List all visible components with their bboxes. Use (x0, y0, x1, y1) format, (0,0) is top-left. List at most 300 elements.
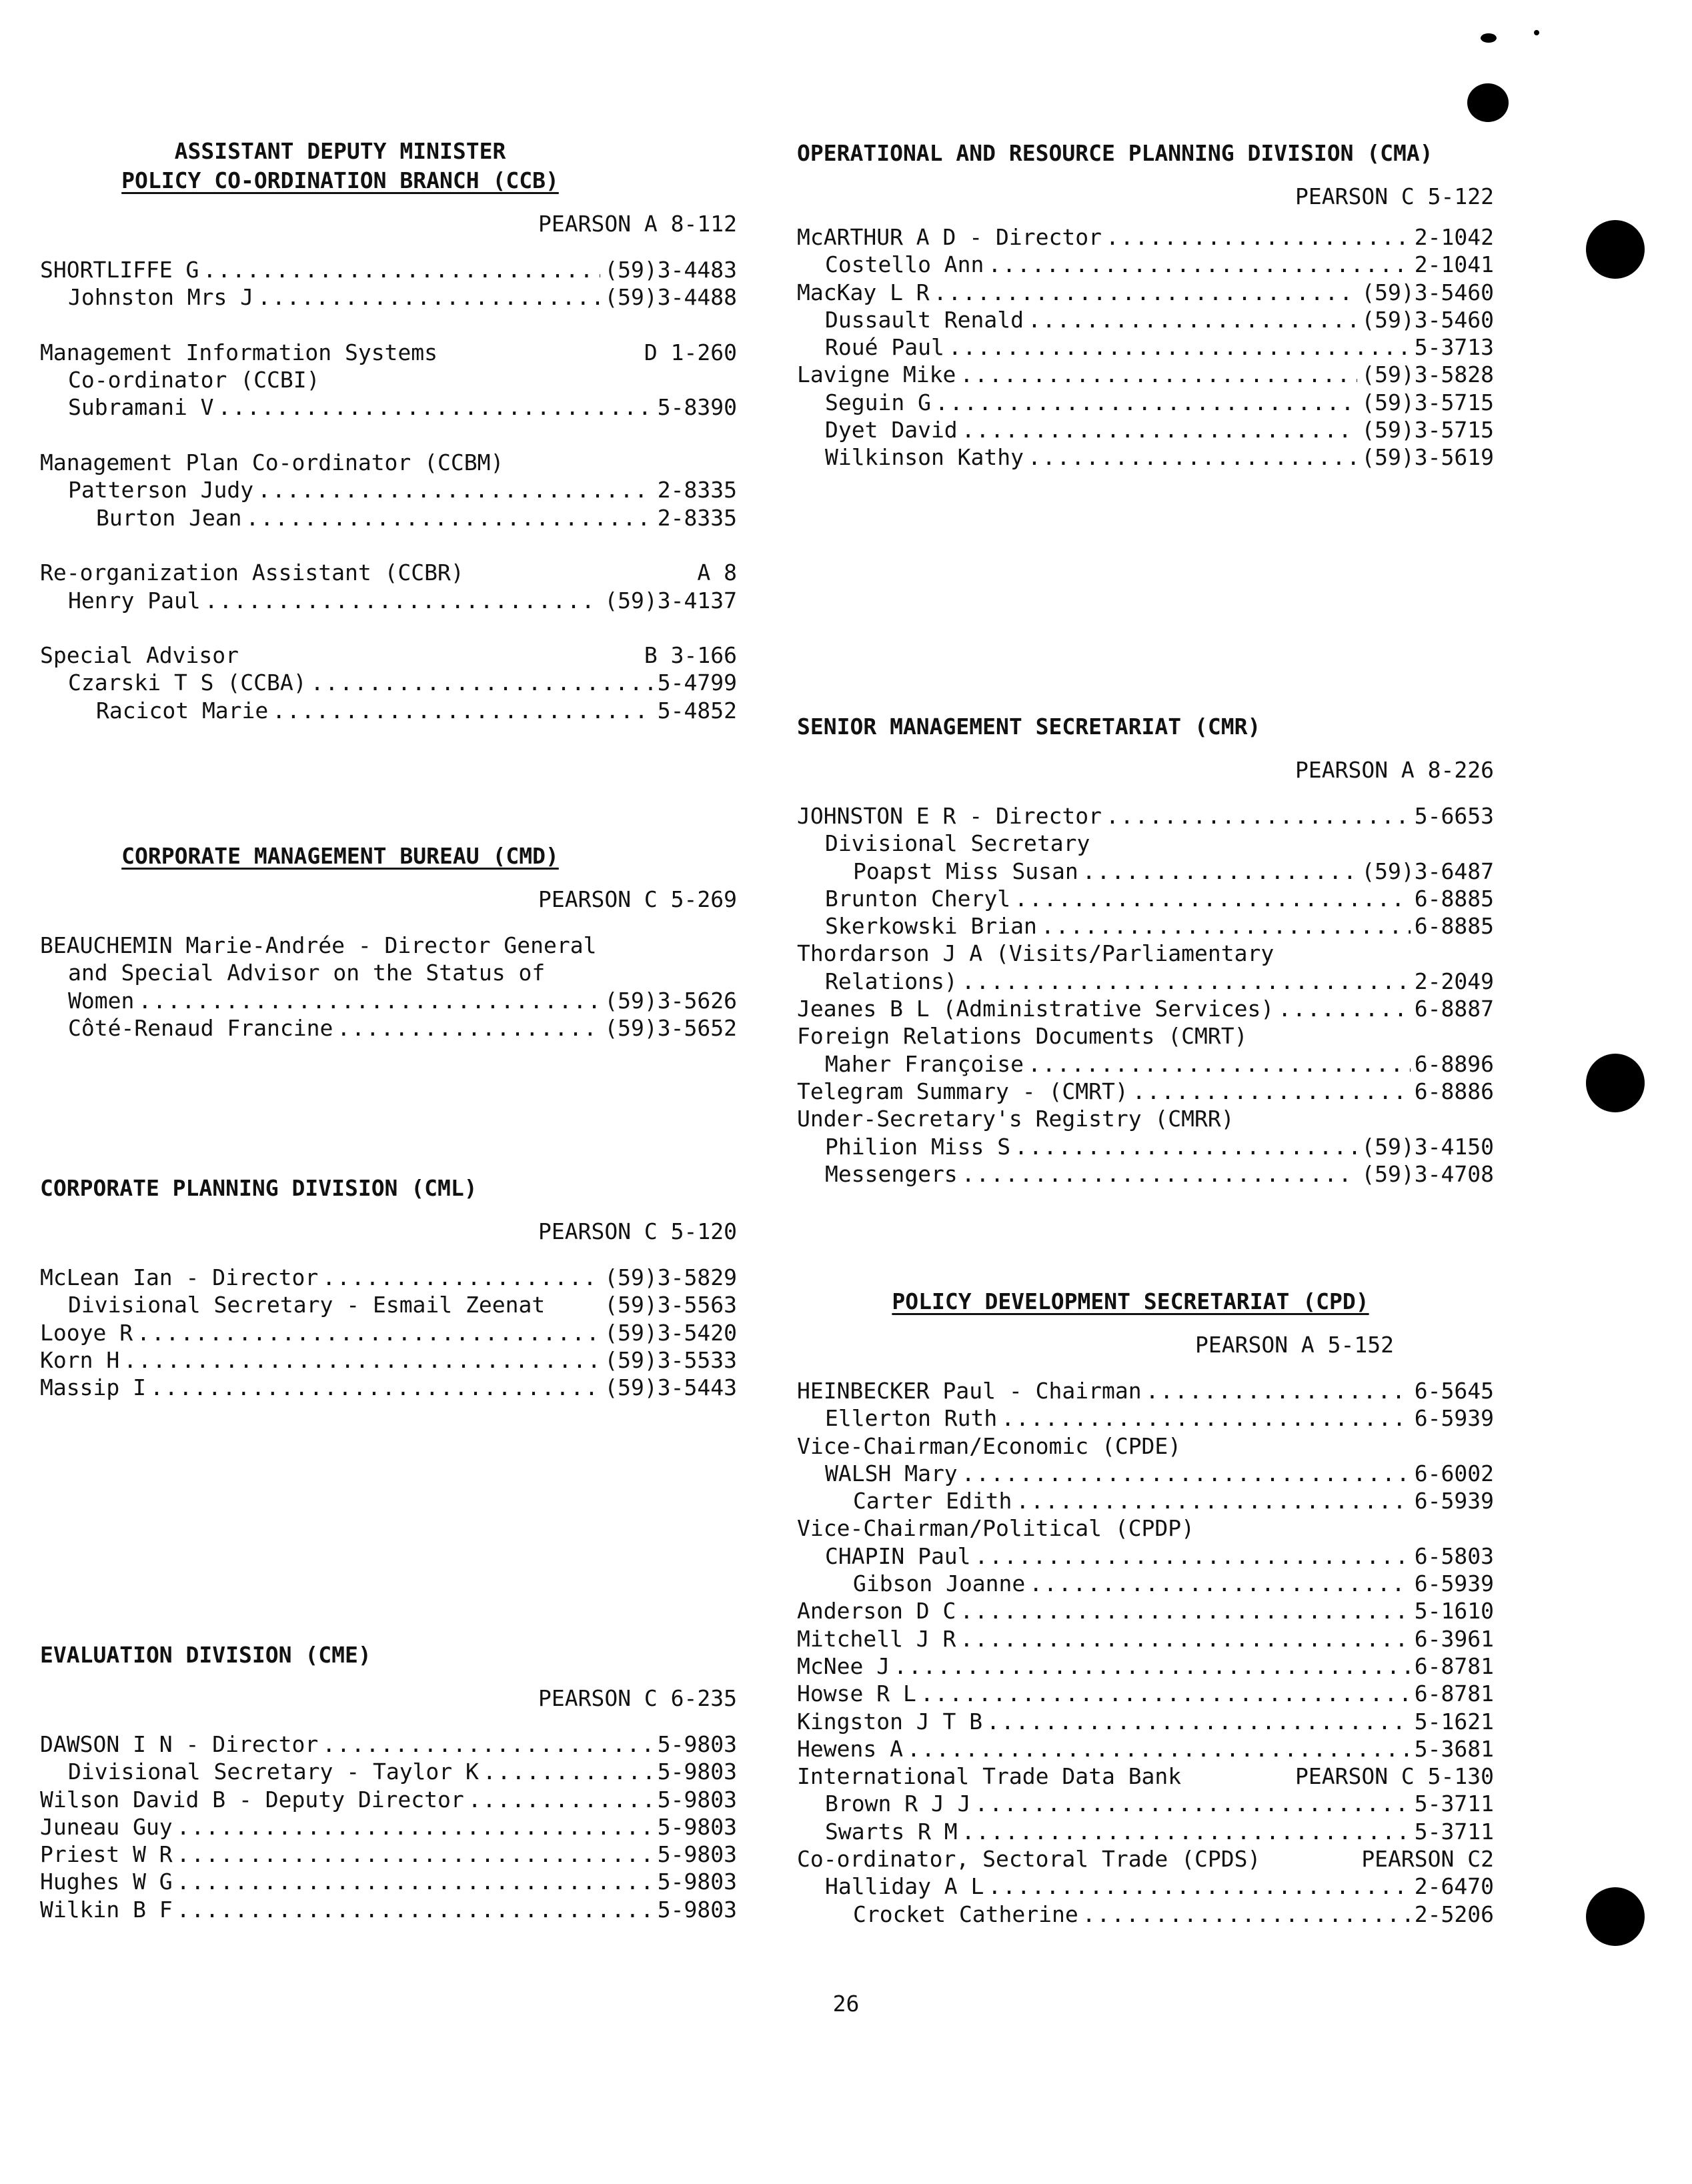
list-item (40, 1374, 737, 1401)
entry-number: 5-9803 (657, 1841, 737, 1868)
entry-number: (59)3-5460 (1361, 306, 1494, 333)
list-item (797, 1404, 1494, 1432)
dot-leader (988, 251, 1410, 278)
entry-number: (59)3-5828 (1361, 361, 1494, 388)
entry-name: Co-ordinator (CCBI) (68, 367, 320, 393)
list-item (40, 476, 737, 503)
dot-leader (137, 1319, 600, 1346)
dot-leader (948, 333, 1411, 361)
list-item (797, 1597, 1494, 1624)
entry-name: Anderson D C (797, 1598, 956, 1624)
entry-number: 2-6470 (1414, 1873, 1494, 1900)
dot-leader (1278, 995, 1411, 1022)
entry-number: 5-9803 (657, 1759, 737, 1785)
entry-number: 6-5939 (1414, 1488, 1494, 1514)
binder-hole-3 (1586, 1887, 1645, 1946)
entry-name: BEAUCHEMIN Marie-Andrée - Director General (40, 932, 597, 958)
entry-name: Halliday A L (825, 1873, 984, 1900)
binder-hole-1 (1586, 220, 1645, 279)
entry-number: 5-4799 (657, 670, 737, 696)
dot-leader (337, 1014, 600, 1042)
list-item (797, 251, 1494, 278)
entry-name: Jeanes B L (Administrative Services) (797, 996, 1275, 1022)
dot-leader (920, 1680, 1411, 1707)
dot-leader (960, 1597, 1410, 1624)
dot-leader (177, 1896, 654, 1923)
entry-number: 5-9803 (657, 1813, 737, 1840)
cpd-title: POLICY DEVELOPMENT SECRETARIAT (CPD) (892, 1288, 1369, 1314)
list-item (797, 802, 1494, 830)
list-item (797, 1625, 1494, 1653)
entry-name: HEINBECKER Paul - Chairman (797, 1378, 1142, 1404)
entry-name: Divisional Secretary (825, 830, 1090, 857)
list-item (40, 1896, 737, 1923)
cmr-title: SENIOR MANAGEMENT SECRETARIAT (CMR) (797, 714, 1261, 740)
list-item (40, 1868, 737, 1895)
list-item (40, 531, 737, 559)
cma-title: OPERATIONAL AND RESOURCE PLANNING DIVISION (CMA) (797, 140, 1433, 166)
dot-leader (177, 1841, 654, 1868)
list-item (40, 1786, 737, 1813)
entry-number: 6-8887 (1414, 996, 1494, 1022)
adm-title: ASSISTANT DEPUTY MINISTER (174, 138, 506, 164)
entry-number: A 8 (697, 560, 737, 586)
list-item (797, 443, 1494, 471)
cme-section (40, 1641, 737, 1923)
adm-entries (40, 256, 737, 724)
entry-name: McNee J (797, 1653, 890, 1679)
entry-number: 6-8781 (1414, 1681, 1494, 1707)
binder-hole-2 (1586, 1054, 1645, 1112)
entry-name: Costello Ann (825, 251, 984, 278)
cme-location: PEARSON C 6-235 (538, 1685, 737, 1711)
list-item (40, 1264, 737, 1291)
entry-number: 6-5645 (1414, 1378, 1494, 1404)
entry-name: Crocket Catherine (853, 1901, 1078, 1927)
entry-number: 5-9803 (657, 1869, 737, 1895)
entry-name: Hewens A (797, 1735, 903, 1762)
entry-number: PEARSON C2 (1361, 1846, 1494, 1873)
cme-entries (40, 1731, 737, 1923)
list-item (40, 393, 737, 421)
entry-number: PEARSON C 5-130 (1295, 1763, 1494, 1790)
entry-number: 6-8781 (1414, 1653, 1494, 1679)
list-item (40, 932, 737, 959)
entry-name: Relations) (825, 968, 958, 994)
cma-entries (797, 223, 1494, 471)
dot-leader (311, 669, 654, 696)
entry-name: Special Advisor (40, 642, 239, 669)
list-item (40, 421, 737, 449)
list-item (40, 339, 737, 366)
list-item (797, 1818, 1494, 1845)
dot-leader (272, 697, 654, 724)
list-item (40, 697, 737, 724)
list-item (797, 1845, 1494, 1873)
dot-leader (962, 968, 1411, 995)
list-item (40, 987, 737, 1014)
cma-section (797, 139, 1494, 471)
list-item (797, 306, 1494, 333)
entry-number: 2-8335 (657, 504, 737, 531)
dot-leader (962, 1160, 1358, 1188)
cpd-entries (797, 1377, 1494, 1928)
dot-leader (960, 1625, 1410, 1653)
list-item (797, 279, 1494, 306)
dot-leader (1082, 1901, 1411, 1928)
cmr-location: PEARSON A 8-226 (1295, 757, 1494, 783)
entry-name: Maher Françoise (825, 1050, 1024, 1077)
dot-leader (177, 1868, 654, 1895)
entry-name: Telegram Summary - (CMRT) (797, 1078, 1128, 1104)
adm-section (40, 137, 737, 724)
cpd-location: PEARSON A 5-152 (1194, 1332, 1394, 1358)
entry-name: Philion Miss S (825, 1133, 1011, 1160)
entry-number: 5-3711 (1414, 1818, 1494, 1845)
entry-number: 6-6002 (1414, 1460, 1494, 1486)
entry-name: Divisional Secretary - Taylor K (68, 1759, 479, 1785)
entry-name: Johnston Mrs J (68, 284, 254, 311)
dot-leader (1082, 858, 1358, 885)
entry-name: Thordarson J A (Visits/Parliamentary (797, 940, 1275, 967)
list-item (797, 1160, 1494, 1188)
cmr-entries (797, 802, 1494, 1188)
entry-name: Divisional Secretary - Esmail Zeenat (68, 1292, 546, 1318)
dot-leader (975, 1790, 1411, 1817)
list-item (797, 333, 1494, 361)
entry-name: Carter Edith (853, 1488, 1012, 1514)
page-number: 26 (832, 1991, 860, 2017)
entry-number: (59)3-5652 (604, 1014, 737, 1041)
dot-leader (218, 393, 654, 421)
list-item (40, 311, 737, 339)
dot-leader (203, 256, 600, 283)
entry-name: JOHNSTON E R - Director (797, 803, 1102, 829)
entry-number: 6-8885 (1414, 913, 1494, 940)
entry-name: Mitchell J R (797, 1625, 956, 1652)
entry-name: Roué Paul (825, 334, 944, 361)
dot-leader (468, 1786, 654, 1813)
list-item (797, 1487, 1494, 1514)
entry-name: Re-organization Assistant (CCBR) (40, 560, 464, 586)
entry-number: 2-2049 (1414, 968, 1494, 994)
scan-speck (1481, 33, 1497, 43)
cmd-entries (40, 932, 737, 1042)
dot-leader (1106, 223, 1411, 251)
entry-name: CHAPIN Paul (825, 1542, 971, 1569)
entry-name: Wilson David B - Deputy Director (40, 1786, 464, 1813)
entry-name: Dussault Renald (825, 306, 1024, 333)
entry-name: Women (68, 987, 135, 1014)
entry-number: 2-1041 (1414, 251, 1494, 278)
entry-name: Howse R L (797, 1681, 916, 1707)
list-item (797, 1078, 1494, 1105)
cml-entries (40, 1264, 737, 1401)
entry-name: Swarts R M (825, 1818, 958, 1845)
entry-number: 5-9803 (657, 1731, 737, 1757)
entry-name: Brunton Cheryl (825, 885, 1011, 912)
entry-number: D 1-260 (644, 339, 737, 365)
scan-speck (1534, 30, 1539, 35)
dot-leader (1016, 1487, 1410, 1514)
entry-number: (59)3-4488 (604, 284, 737, 311)
list-item (40, 283, 737, 311)
list-item (797, 968, 1494, 995)
entry-number: 5-3681 (1414, 1735, 1494, 1762)
list-item (797, 389, 1494, 416)
entry-number: (59)3-5563 (604, 1292, 737, 1318)
entry-number: (59)3-5460 (1361, 279, 1494, 305)
entry-number: 2-5206 (1414, 1901, 1494, 1927)
list-item (40, 1813, 737, 1841)
dot-leader (1028, 443, 1357, 471)
entry-number: (59)3-4137 (604, 587, 737, 614)
list-item (40, 1841, 737, 1868)
dot-leader (986, 1708, 1411, 1735)
list-item (40, 1731, 737, 1758)
entry-number: 5-9803 (657, 1896, 737, 1923)
dot-leader (1014, 885, 1411, 912)
entry-number: (59)3-5443 (604, 1374, 737, 1401)
list-item (797, 885, 1494, 912)
list-item (797, 1735, 1494, 1763)
entry-name: Henry Paul (68, 587, 201, 614)
list-item (40, 1014, 737, 1042)
entry-name: Lavigne Mike (797, 361, 956, 388)
entry-name: Dyet David (825, 417, 958, 443)
entry-name: Hughes W G (40, 1869, 173, 1895)
dot-leader (934, 279, 1358, 306)
cml-title: CORPORATE PLANNING DIVISION (CML) (40, 1175, 478, 1201)
list-item (40, 504, 737, 531)
dot-leader (975, 1542, 1411, 1570)
entry-name: and Special Advisor on the Status of (68, 960, 546, 986)
list-item (797, 1708, 1494, 1735)
entry-name: Under-Secretary's Registry (CMRR) (797, 1106, 1234, 1132)
cmd-section (40, 842, 737, 1042)
dot-leader (1001, 1404, 1411, 1432)
entry-number: (59)3-4483 (604, 257, 737, 283)
dot-leader (205, 587, 601, 614)
cml-location: PEARSON C 5-120 (538, 1218, 737, 1244)
entry-number: 6-5939 (1414, 1405, 1494, 1432)
list-item (40, 559, 737, 586)
dot-leader (257, 283, 600, 311)
entry-name: International Trade Data Bank (797, 1763, 1182, 1790)
entry-name: Patterson Judy (68, 477, 254, 503)
entry-number: 5-3711 (1414, 1791, 1494, 1817)
list-item (797, 1514, 1494, 1542)
entry-name: McARTHUR A D - Director (797, 224, 1102, 250)
dot-leader (1132, 1078, 1411, 1105)
entry-number: (59)3-5533 (604, 1346, 737, 1373)
entry-name: Priest W R (40, 1841, 173, 1868)
list-item (797, 1133, 1494, 1160)
entry-name: Wilkinson Kathy (825, 444, 1024, 471)
dot-leader (150, 1374, 600, 1401)
list-item (797, 1022, 1494, 1050)
dot-leader (894, 1653, 1411, 1680)
list-item (797, 1763, 1494, 1790)
list-item (40, 614, 737, 642)
entry-number: (59)3-6487 (1361, 858, 1494, 884)
entry-number: 6-8886 (1414, 1078, 1494, 1104)
dot-leader (123, 1346, 600, 1374)
entry-name: Massip I (40, 1374, 146, 1401)
entry-name: Management Information Systems (40, 339, 438, 365)
cmr-section (797, 712, 1494, 1188)
list-item (797, 223, 1494, 251)
list-item (40, 959, 737, 986)
entry-number: (59)3-5626 (604, 987, 737, 1014)
dot-leader (322, 1264, 600, 1291)
cma-location: PEARSON C 5-122 (1295, 183, 1494, 209)
list-item (40, 669, 737, 696)
entry-name: Skerkowski Brian (825, 913, 1037, 940)
entry-name: SHORTLIFFE G (40, 257, 199, 283)
entry-name: Côté-Renaud Francine (68, 1014, 333, 1041)
entry-number: 5-3713 (1414, 334, 1494, 361)
entry-number: 2-8335 (657, 477, 737, 503)
scan-speck (1467, 83, 1509, 122)
list-item (797, 912, 1494, 940)
list-item (797, 1105, 1494, 1132)
entry-number: (59)3-5420 (604, 1319, 737, 1346)
entry-name: Czarski T S (CCBA) (68, 670, 307, 696)
entry-number: (59)3-5715 (1361, 389, 1494, 415)
list-item (797, 1790, 1494, 1817)
list-item (797, 995, 1494, 1022)
dot-leader (1028, 306, 1357, 333)
list-item (40, 1291, 737, 1318)
cmd-location: PEARSON C 5-269 (538, 886, 737, 912)
list-item (797, 1050, 1494, 1078)
list-item (40, 256, 737, 283)
entry-name: Korn H (40, 1346, 120, 1373)
entry-name: Wilkin B F (40, 1896, 173, 1923)
list-item (797, 1460, 1494, 1487)
entry-name: Ellerton Ruth (825, 1405, 998, 1432)
list-item (797, 1680, 1494, 1707)
entry-name: Vice-Chairman/Political (CPDP) (797, 1515, 1195, 1542)
list-item (40, 1319, 737, 1346)
list-item (797, 1570, 1494, 1597)
list-item (797, 361, 1494, 388)
dot-leader (1106, 802, 1411, 830)
entry-name: Gibson Joanne (853, 1570, 1026, 1597)
entry-number: 2-1042 (1414, 224, 1494, 250)
entry-number: (59)3-4708 (1361, 1160, 1494, 1187)
cpd-section (797, 1287, 1494, 1928)
entry-name: Racicot Marie (96, 697, 269, 724)
dot-leader (1028, 1050, 1411, 1078)
entry-name: Messengers (825, 1160, 958, 1187)
entry-name: Foreign Relations Documents (CMRT) (797, 1023, 1248, 1050)
list-item (797, 858, 1494, 885)
dot-leader (322, 1731, 654, 1758)
dot-leader (257, 476, 654, 503)
entry-name: Kingston J T B (797, 1708, 983, 1735)
entry-name: Seguin G (825, 389, 931, 415)
list-item (797, 830, 1494, 857)
list-item (40, 587, 737, 614)
entry-number: 5-9803 (657, 1786, 737, 1813)
cml-section (40, 1174, 737, 1401)
entry-name: MacKay L R (797, 279, 930, 305)
cmd-title: CORPORATE MANAGEMENT BUREAU (CMD) (121, 843, 559, 869)
list-item (40, 366, 737, 393)
dot-leader (138, 987, 600, 1014)
list-item (797, 1432, 1494, 1460)
entry-number: 5-6653 (1414, 803, 1494, 829)
entry-name: McLean Ian - Director (40, 1264, 319, 1290)
entry-number: 6-5939 (1414, 1570, 1494, 1597)
entry-name: Poapst Miss Susan (853, 858, 1078, 884)
list-item (797, 1653, 1494, 1680)
entry-number: (59)3-5715 (1361, 417, 1494, 443)
dot-leader (962, 1460, 1411, 1487)
dot-leader (962, 1818, 1411, 1845)
list-item (40, 1346, 737, 1374)
dot-leader (1014, 1133, 1357, 1160)
branch-title: POLICY CO-ORDINATION BRANCH (CCB) (121, 167, 559, 193)
entry-number: 5-1621 (1414, 1708, 1494, 1735)
dot-leader (483, 1758, 654, 1785)
entry-number: (59)3-4150 (1361, 1133, 1494, 1160)
entry-name: Management Plan Co-ordinator (CCBM) (40, 449, 504, 476)
list-item (797, 416, 1494, 443)
entry-number: 5-8390 (657, 394, 737, 421)
list-item (40, 449, 737, 476)
entry-name: DAWSON I N - Director (40, 1731, 319, 1757)
entry-number: 6-3961 (1414, 1625, 1494, 1652)
entry-name: Brown R J J (825, 1791, 971, 1817)
dot-leader (907, 1735, 1411, 1763)
list-item (797, 1873, 1494, 1900)
dot-leader (1146, 1377, 1411, 1404)
dot-leader (988, 1873, 1410, 1900)
dot-leader (962, 416, 1358, 443)
dot-leader (177, 1813, 654, 1841)
list-item (797, 1542, 1494, 1570)
entry-number: (59)3-5829 (604, 1264, 737, 1290)
adm-location: PEARSON A 8-112 (538, 211, 737, 237)
entry-number: 5-1610 (1414, 1598, 1494, 1624)
cme-title: EVALUATION DIVISION (CME) (40, 1642, 371, 1668)
entry-number: 5-4852 (657, 697, 737, 724)
list-item (40, 1758, 737, 1785)
entry-number: 6-8885 (1414, 885, 1494, 912)
list-item (797, 1377, 1494, 1404)
list-item (797, 1901, 1494, 1928)
list-item (797, 940, 1494, 967)
entry-name: Subramani V (68, 394, 214, 421)
entry-number: 6-5803 (1414, 1542, 1494, 1569)
list-item (40, 642, 737, 669)
dot-leader (246, 504, 654, 531)
dot-leader (1029, 1570, 1411, 1597)
entry-number: 6-8896 (1414, 1050, 1494, 1077)
dot-leader (935, 389, 1357, 416)
entry-name: Co-ordinator, Sectoral Trade (CPDS) (797, 1846, 1261, 1873)
dot-leader (1041, 912, 1411, 940)
entry-name: Juneau Guy (40, 1813, 173, 1840)
dot-leader (960, 361, 1357, 388)
entry-number: B 3-166 (644, 642, 737, 669)
entry-number: (59)3-5619 (1361, 444, 1494, 471)
entry-name: Looye R (40, 1319, 133, 1346)
entry-name: WALSH Mary (825, 1460, 958, 1486)
